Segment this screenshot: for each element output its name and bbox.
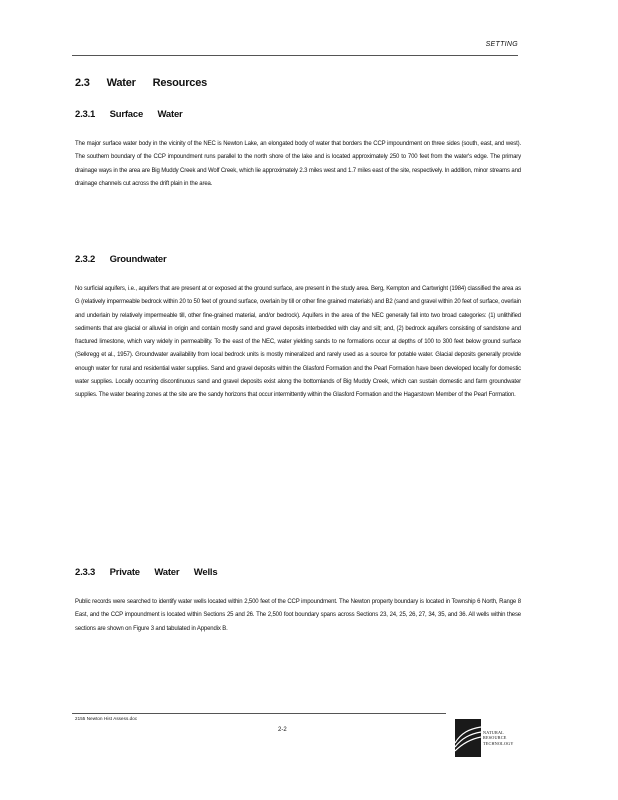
logo-line-natural: NATURAL xyxy=(483,730,504,735)
section-number: 2.3.3 xyxy=(75,567,96,578)
footer-rule xyxy=(72,713,446,714)
section-heading-2-3-3 xyxy=(75,567,217,578)
company-logo xyxy=(455,719,525,757)
section-title: Private Water Wells xyxy=(109,567,218,578)
running-header: SETTING xyxy=(485,41,518,48)
section-heading-2-3-2 xyxy=(75,254,167,265)
logo-line-resource: RESOURCE xyxy=(483,735,507,741)
surface-water-paragraph: The major surface water body in the vicinity of the NEC is Newton Lake, an elongated body of water that borders the CCP impoundment on three sides (south, east, and west). The southern boundary of the CCP impoundment runs parallel to the north shore of the lake and is located approximately 250 to 700 feet from the water's edge. The primary drainage ways in the area are Big Muddy Creek and Wolf Creek, which lie approximately 2.3 miles west and 1.7 miles east of the site, respectively. In addition, minor streams and drainage channels cut across the drift plain in the area. xyxy=(75,141,521,187)
section-number: 2.3.2 xyxy=(75,254,96,265)
section-heading-2-3-1 xyxy=(75,109,183,120)
header-rule xyxy=(72,55,518,56)
logo-text xyxy=(483,730,514,746)
groundwater-paragraph: No surficial aquifers, i.e., aquifers that are present at or exposed at the ground surface, are present in the study area. Berg, Kempton and Cartwright (1984) classified the area as G (relatively impermeable bedrock within 20 to 50 feet of ground surface, overlain by till or other fine grained materials) and B2 (sand and gravel within 20 feet of surface, overlain and underlain by relatively impermeable till, other fine-grained material, and/or bedrock). Aquifers in the area of the NEC generally fall into two broad categories: (1) unlithified sediments that are glacial or alluvial in origin and contain mostly sand and gravel deposits interbedded with clay and silt; and, (2) bedrock aquifers consisting of sandstone and fractured limestone, which vary widely in permeability. To the east of the NEC, water yielding sands to ne formations occur at depths of 100 to 300 feet below ground surface (Selkregg et al., 1957). Groundwater availability from local bedrock units is mostly mineralized and rarely used as a source for potable water. Glacial deposits generally provide enough water for rural and residential water supplies. Sand and gravel deposits within the Glasford Formation and the Pearl Formation have been developed locally for domestic water supplies. Locally occurring discontinuous sand and gravel deposits exist along the bottomlands of Big Muddy Creek, which can sustain domestic and farm groundwater supplies. The water bearing zones at the site are the sandy horizons that occur intermittently within the Glasford Formation and the Hagarstown Member of the Pearl Formation. xyxy=(75,286,521,399)
private-water-wells-paragraph: Public records were searched to identify water wells located within 2,500 feet of the CCP impoundment. The Newton property boundary is located in Township 6 North, Range 8 East, and the CCP impoundment is located within Sections 25 and 26. The 2,500 foot boundary spans across Sections 23, 24, 25, 26, 27, 34, 35, and 36. All wells within these sections are shown on Figure 3 and tabulated in Appendix B. xyxy=(75,599,521,632)
page-number: 2-2 xyxy=(278,727,287,733)
section-title: Surface Water xyxy=(109,109,183,120)
natural-resource-technology-logo-icon xyxy=(455,719,481,757)
section-heading-2-3 xyxy=(75,77,207,89)
section-title: Water Resources xyxy=(106,77,208,89)
logo-line-technology: TECHNOLOGY xyxy=(483,740,514,746)
section-number: 2.3.1 xyxy=(75,109,96,120)
section-number: 2.3 xyxy=(75,77,90,89)
section-title: Groundwater xyxy=(109,254,167,265)
footer-filename: 2155 Newton Hist Assess.doc xyxy=(75,716,138,721)
